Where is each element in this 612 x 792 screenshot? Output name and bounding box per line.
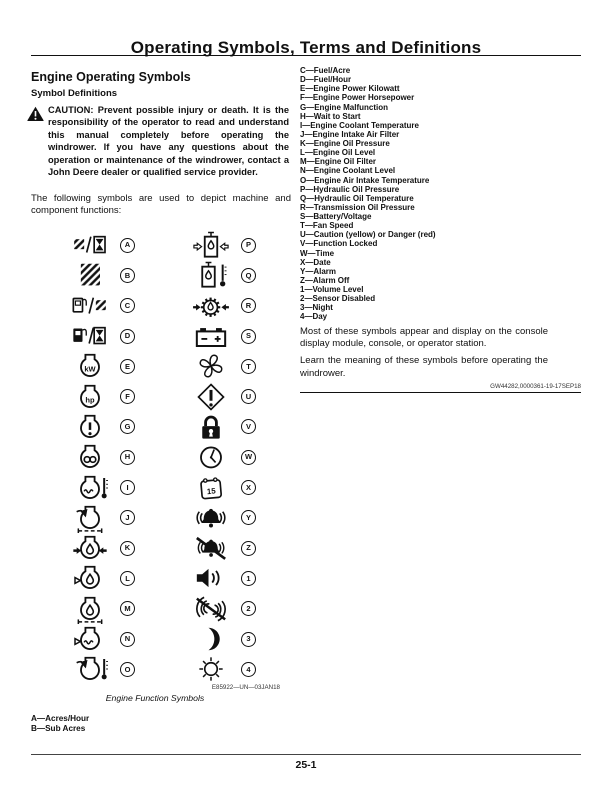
- symbol-letter: D: [120, 329, 135, 344]
- page-number: 25-1: [295, 759, 317, 771]
- definition-item: E—Engine Power Kilowatt: [300, 84, 400, 94]
- definition-item: M—Engine Oil Filter: [300, 157, 377, 167]
- definition-item: L—Engine Oil Level: [300, 148, 376, 158]
- section-end-rule: [300, 392, 581, 393]
- engine-intake-air-filter-icon: [65, 503, 113, 533]
- volume-level-icon: [186, 563, 234, 593]
- right-column: [300, 66, 581, 393]
- engine-coolant-temperature-icon: [65, 473, 113, 503]
- symbol-row: [30, 442, 135, 472]
- symbol-letter: B: [120, 268, 135, 283]
- definition-item: Q—Hydraulic Oil Temperature: [300, 193, 414, 203]
- symbol-letter: E: [120, 359, 135, 374]
- symbol-row: [151, 472, 256, 502]
- symbol-letter: W: [241, 450, 256, 465]
- symbol-row: [151, 533, 256, 563]
- alarm-icon: [186, 503, 234, 533]
- symbol-row: [30, 260, 135, 290]
- symbol-letter: T: [241, 359, 256, 374]
- symbol-row: [30, 321, 135, 351]
- figure-caption: Engine Function Symbols: [105, 693, 205, 703]
- definition-item: S—Battery/Voltage: [300, 212, 372, 221]
- definition-item: R—Transmission Oil Pressure: [300, 202, 415, 212]
- definition-item: T—Fan Speed: [300, 221, 354, 231]
- definition-item: W—Time: [300, 248, 335, 258]
- figure-legend: [31, 714, 89, 733]
- symbol-row: [30, 472, 135, 502]
- symbol-letter: I: [120, 480, 135, 495]
- body-paragraph-1: Most of these symbols appear and display on the console display module, console, or operator station.: [300, 326, 548, 350]
- fuel-acre-icon: [65, 291, 113, 321]
- caution-box: [27, 104, 289, 179]
- symbol-letter: 4: [241, 662, 256, 677]
- definition-item: H—Wait to Start: [300, 111, 361, 121]
- warning-triangle-icon: [27, 106, 44, 127]
- symbol-row: [151, 381, 256, 411]
- symbol-letter: M: [120, 601, 135, 616]
- symbol-letter: P: [241, 238, 256, 253]
- body-paragraph-2: Learn the meaning of these symbols before operating the windrower.: [300, 355, 548, 379]
- definition-item: P—Hydraulic Oil Pressure: [300, 184, 400, 194]
- definition-item: D—Fuel/Hour: [300, 75, 352, 85]
- symbol-letter: G: [120, 419, 135, 434]
- symbol-letter: Y: [241, 510, 256, 525]
- symbol-row: [30, 291, 135, 321]
- engine-function-symbols-figure: [30, 230, 256, 684]
- symbol-letter: Z: [241, 541, 256, 556]
- figure-image-code: E85922—UN—03JAN18: [211, 684, 280, 691]
- symbol-row: [151, 594, 256, 624]
- symbol-row: [30, 230, 135, 260]
- sensor-disabled-icon: [186, 594, 234, 624]
- fan-speed-icon: [186, 351, 234, 381]
- symbol-row: [30, 351, 135, 381]
- transmission-oil-pressure-icon: [186, 291, 234, 321]
- definition-item: N—Engine Coolant Level: [300, 166, 396, 176]
- symbol-letter: F: [120, 389, 135, 404]
- definition-item: 4—Day: [300, 312, 328, 322]
- symbol-row: [30, 381, 135, 411]
- symbol-letter: V: [241, 419, 256, 434]
- definition-item: G—Engine Malfunction: [300, 102, 388, 112]
- battery-voltage-icon: [186, 321, 234, 351]
- symbol-row: [151, 291, 256, 321]
- engine-power-horsepower-icon: [65, 382, 113, 412]
- definition-item: U—Caution (yellow) or Danger (red): [300, 230, 436, 240]
- hydraulic-oil-temperature-icon: [186, 260, 234, 290]
- subsection-title: Symbol Definitions: [31, 87, 118, 99]
- acres-hour-icon: [65, 230, 113, 260]
- definition-item: 2—Sensor Disabled: [300, 294, 376, 304]
- symbol-row: [151, 624, 256, 654]
- symbol-letter: L: [120, 571, 135, 586]
- footer-rule: [31, 754, 581, 755]
- symbol-row: [151, 503, 256, 533]
- definitions-list: [300, 66, 581, 322]
- definition-item: C—Fuel/Acre: [300, 66, 351, 75]
- date-icon: [186, 473, 234, 503]
- day-icon: [186, 654, 234, 684]
- definition-item: F—Engine Power Horsepower: [300, 93, 415, 103]
- engine-malfunction-icon: [65, 412, 113, 442]
- engine-coolant-level-icon: [65, 624, 113, 654]
- symbol-row: [151, 412, 256, 442]
- symbol-row: [151, 260, 256, 290]
- symbol-row: [151, 563, 256, 593]
- page-title: Operating Symbols, Terms and Definitions: [130, 38, 482, 58]
- night-icon: [186, 624, 234, 654]
- title-rule: [31, 55, 581, 56]
- definition-item: Z—Alarm Off: [300, 275, 350, 285]
- definition-item: 1—Volume Level: [300, 285, 364, 294]
- definition-item: X—Date: [300, 257, 331, 267]
- symbol-letter: C: [120, 298, 135, 313]
- legend-item: A—Acres/Hour: [31, 714, 90, 723]
- section-title: Engine Operating Symbols: [31, 70, 191, 85]
- definition-item: I—Engine Coolant Temperature: [300, 120, 419, 130]
- definition-item: J—Engine Intake Air Filter: [300, 129, 400, 139]
- symbol-letter: 3: [241, 632, 256, 647]
- symbol-letter: A: [120, 238, 135, 253]
- intro-paragraph: The following symbols are used to depict machine and component functions:: [31, 193, 291, 217]
- symbol-row: [151, 654, 256, 684]
- function-locked-icon: [186, 412, 234, 442]
- caution-text: CAUTION: Prevent possible injury or death. It is the responsibility of the operator to read and understand this manual completely before operating the windrower. If you have any questions about the operation or maintenance of the windrower, contact a John Deere dealer or qualified service provider.: [48, 105, 289, 178]
- symbol-letter: S: [241, 329, 256, 344]
- definition-item: V—Function Locked: [300, 239, 378, 249]
- legend-item: B—Sub Acres: [31, 723, 86, 733]
- engine-air-intake-temperature-icon: [65, 654, 113, 684]
- symbol-row: [151, 230, 256, 260]
- symbol-row: [151, 351, 256, 381]
- symbol-row: [30, 594, 135, 624]
- definition-item: K—Engine Oil Pressure: [300, 139, 390, 148]
- symbol-row: [30, 533, 135, 563]
- symbol-row: [30, 563, 135, 593]
- engine-power-kilowatt-icon: [65, 351, 113, 381]
- symbol-row: [151, 321, 256, 351]
- symbol-letter: H: [120, 450, 135, 465]
- document-code: GW44282,0000361-19-17SEP18: [490, 383, 581, 391]
- definition-item: O—Engine Air Intake Temperature: [300, 175, 430, 185]
- symbol-letter: 1: [241, 571, 256, 586]
- symbol-letter: N: [120, 632, 135, 647]
- sub-acres-icon: [65, 260, 113, 290]
- alarm-off-icon: [186, 533, 234, 563]
- definition-item: 3—Night: [300, 303, 333, 313]
- engine-oil-level-icon: [65, 563, 113, 593]
- symbol-letter: Q: [241, 268, 256, 283]
- fuel-hour-icon: [65, 321, 113, 351]
- symbol-row: [30, 624, 135, 654]
- caution-danger-icon: [186, 382, 234, 412]
- symbol-row: [151, 442, 256, 472]
- symbol-letter: J: [120, 510, 135, 525]
- symbol-letter: 2: [241, 601, 256, 616]
- symbol-letter: X: [241, 480, 256, 495]
- wait-to-start-icon: [65, 442, 113, 472]
- symbol-column-left: [30, 230, 135, 684]
- symbol-letter: R: [241, 298, 256, 313]
- symbol-letter: O: [120, 662, 135, 677]
- symbol-column-right: [151, 230, 256, 684]
- time-icon: [186, 442, 234, 472]
- symbol-letter: U: [241, 389, 256, 404]
- definition-item: Y—Alarm: [300, 266, 337, 276]
- symbol-row: [30, 412, 135, 442]
- symbol-row: [30, 503, 135, 533]
- engine-oil-filter-icon: [65, 594, 113, 624]
- engine-oil-pressure-icon: [65, 533, 113, 563]
- hydraulic-oil-pressure-icon: [186, 230, 234, 260]
- symbol-letter: K: [120, 541, 135, 556]
- symbol-row: [30, 654, 135, 684]
